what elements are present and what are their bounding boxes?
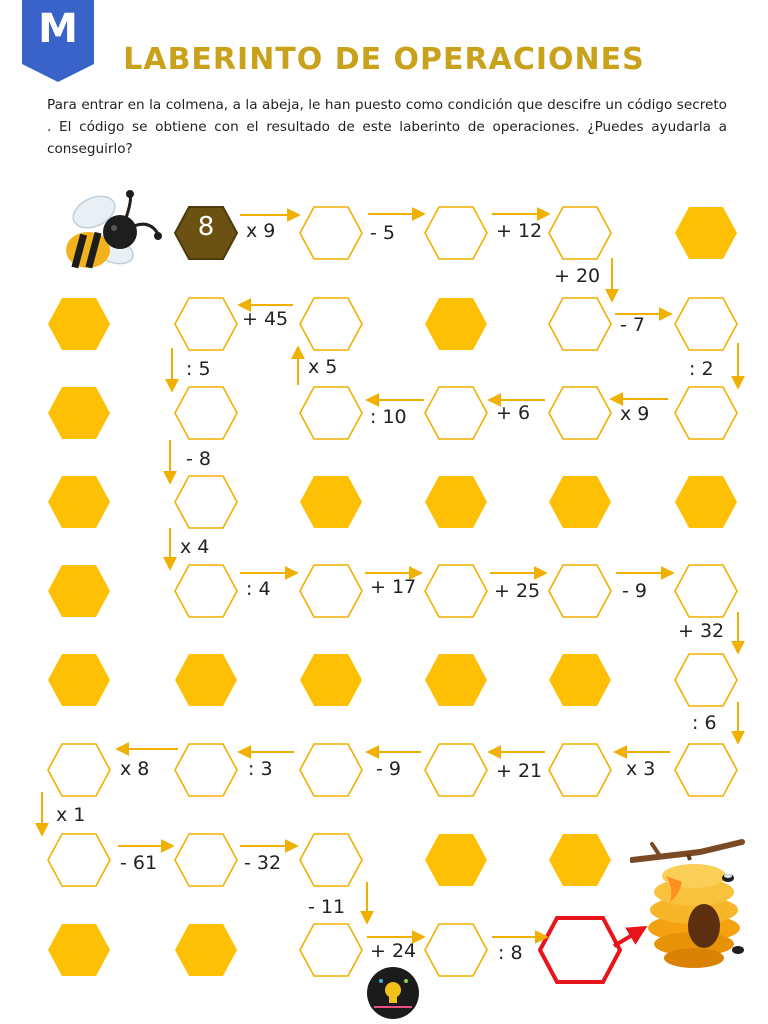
badge-letter: M <box>38 6 78 52</box>
honey-cell <box>175 654 237 706</box>
operation-label: x 9 <box>620 403 650 425</box>
operation-label: - 9 <box>376 758 401 780</box>
operation-label: + 6 <box>496 402 531 424</box>
answer-cell[interactable] <box>175 476 237 528</box>
operation-label: : 8 <box>498 942 523 964</box>
answer-cell[interactable] <box>175 298 237 350</box>
answer-cell[interactable] <box>300 207 362 259</box>
instructions-text: Para entrar en la colmena, a la abeja, le han puesto como condición que descifre un código secreto . El código se obtiene con el resultado de este laberinto de operaciones. ¿Puedes ayudarla a conseguirlo? <box>47 97 727 157</box>
answer-cell[interactable] <box>675 298 737 350</box>
answer-cell[interactable] <box>675 565 737 617</box>
answer-cell[interactable] <box>175 565 237 617</box>
operation-label: x 9 <box>246 220 276 242</box>
honey-cell <box>48 387 110 439</box>
answer-cell[interactable] <box>675 744 737 796</box>
answer-cell[interactable] <box>549 298 611 350</box>
honey-cell <box>425 476 487 528</box>
publisher-logo-icon <box>366 966 420 1020</box>
answer-cell[interactable] <box>175 834 237 886</box>
answer-cell[interactable] <box>540 918 620 982</box>
beehive-icon <box>630 830 768 980</box>
operation-label: + 17 <box>370 576 417 598</box>
operation-label: x 8 <box>120 758 150 780</box>
operation-label: x 5 <box>308 356 338 378</box>
answer-cell[interactable] <box>425 565 487 617</box>
answer-cell[interactable] <box>300 565 362 617</box>
answer-cell[interactable] <box>549 207 611 259</box>
honey-cell <box>549 476 611 528</box>
operation-label: x 4 <box>180 536 210 558</box>
operation-label: x 3 <box>626 758 656 780</box>
operation-label: : 10 <box>370 406 407 428</box>
operation-label: + 25 <box>494 580 541 602</box>
honey-cell <box>549 834 611 886</box>
honey-cell <box>48 654 110 706</box>
honey-cell <box>48 565 110 617</box>
answer-cell[interactable] <box>48 744 110 796</box>
answer-cell[interactable] <box>300 387 362 439</box>
operation-label: - 9 <box>622 580 647 602</box>
honey-cell <box>300 476 362 528</box>
honey-cell <box>425 654 487 706</box>
operation-label: : 6 <box>692 712 717 734</box>
bee-icon <box>54 190 174 280</box>
answer-cell[interactable] <box>549 744 611 796</box>
honey-cell <box>48 924 110 976</box>
operation-label: + 12 <box>496 220 543 242</box>
operation-label: - 32 <box>244 852 282 874</box>
operation-label: : 4 <box>246 578 271 600</box>
operation-label: + 24 <box>370 940 417 962</box>
honey-cell <box>425 834 487 886</box>
honey-cell <box>175 924 237 976</box>
answer-cell[interactable] <box>300 924 362 976</box>
operation-label: + 20 <box>554 265 601 287</box>
operation-label: : 3 <box>248 758 273 780</box>
operation-label: + 21 <box>496 760 543 782</box>
page-title: LABERINTO DE OPERACIONES <box>123 42 645 77</box>
operation-label: - 5 <box>370 222 395 244</box>
honey-cell <box>48 476 110 528</box>
honey-cell <box>48 298 110 350</box>
answer-cell[interactable] <box>549 565 611 617</box>
honey-cell <box>425 298 487 350</box>
start-number: 8 <box>197 212 215 242</box>
honey-cell <box>675 476 737 528</box>
answer-cell[interactable] <box>425 207 487 259</box>
operation-label: + 45 <box>242 308 289 330</box>
answer-cell[interactable] <box>425 924 487 976</box>
operation-label: - 61 <box>120 852 158 874</box>
operation-label: + 32 <box>678 620 725 642</box>
answer-cell[interactable] <box>300 744 362 796</box>
operation-label: - 8 <box>186 448 211 470</box>
operation-label: - 11 <box>308 896 346 918</box>
answer-cell[interactable] <box>300 298 362 350</box>
answer-cell[interactable] <box>549 387 611 439</box>
honey-cell <box>300 654 362 706</box>
answer-cell[interactable] <box>675 654 737 706</box>
operation-label: x 1 <box>56 804 86 826</box>
answer-cell[interactable] <box>48 834 110 886</box>
answer-cell[interactable] <box>175 387 237 439</box>
answer-cell[interactable] <box>175 744 237 796</box>
answer-cell[interactable] <box>425 387 487 439</box>
honey-cell <box>675 207 737 259</box>
answer-cell[interactable] <box>675 387 737 439</box>
answer-cell[interactable] <box>425 744 487 796</box>
answer-cell[interactable] <box>300 834 362 886</box>
operation-label: : 5 <box>186 358 211 380</box>
honey-cell <box>549 654 611 706</box>
operation-label: : 2 <box>689 358 714 380</box>
operation-label: - 7 <box>620 314 645 336</box>
